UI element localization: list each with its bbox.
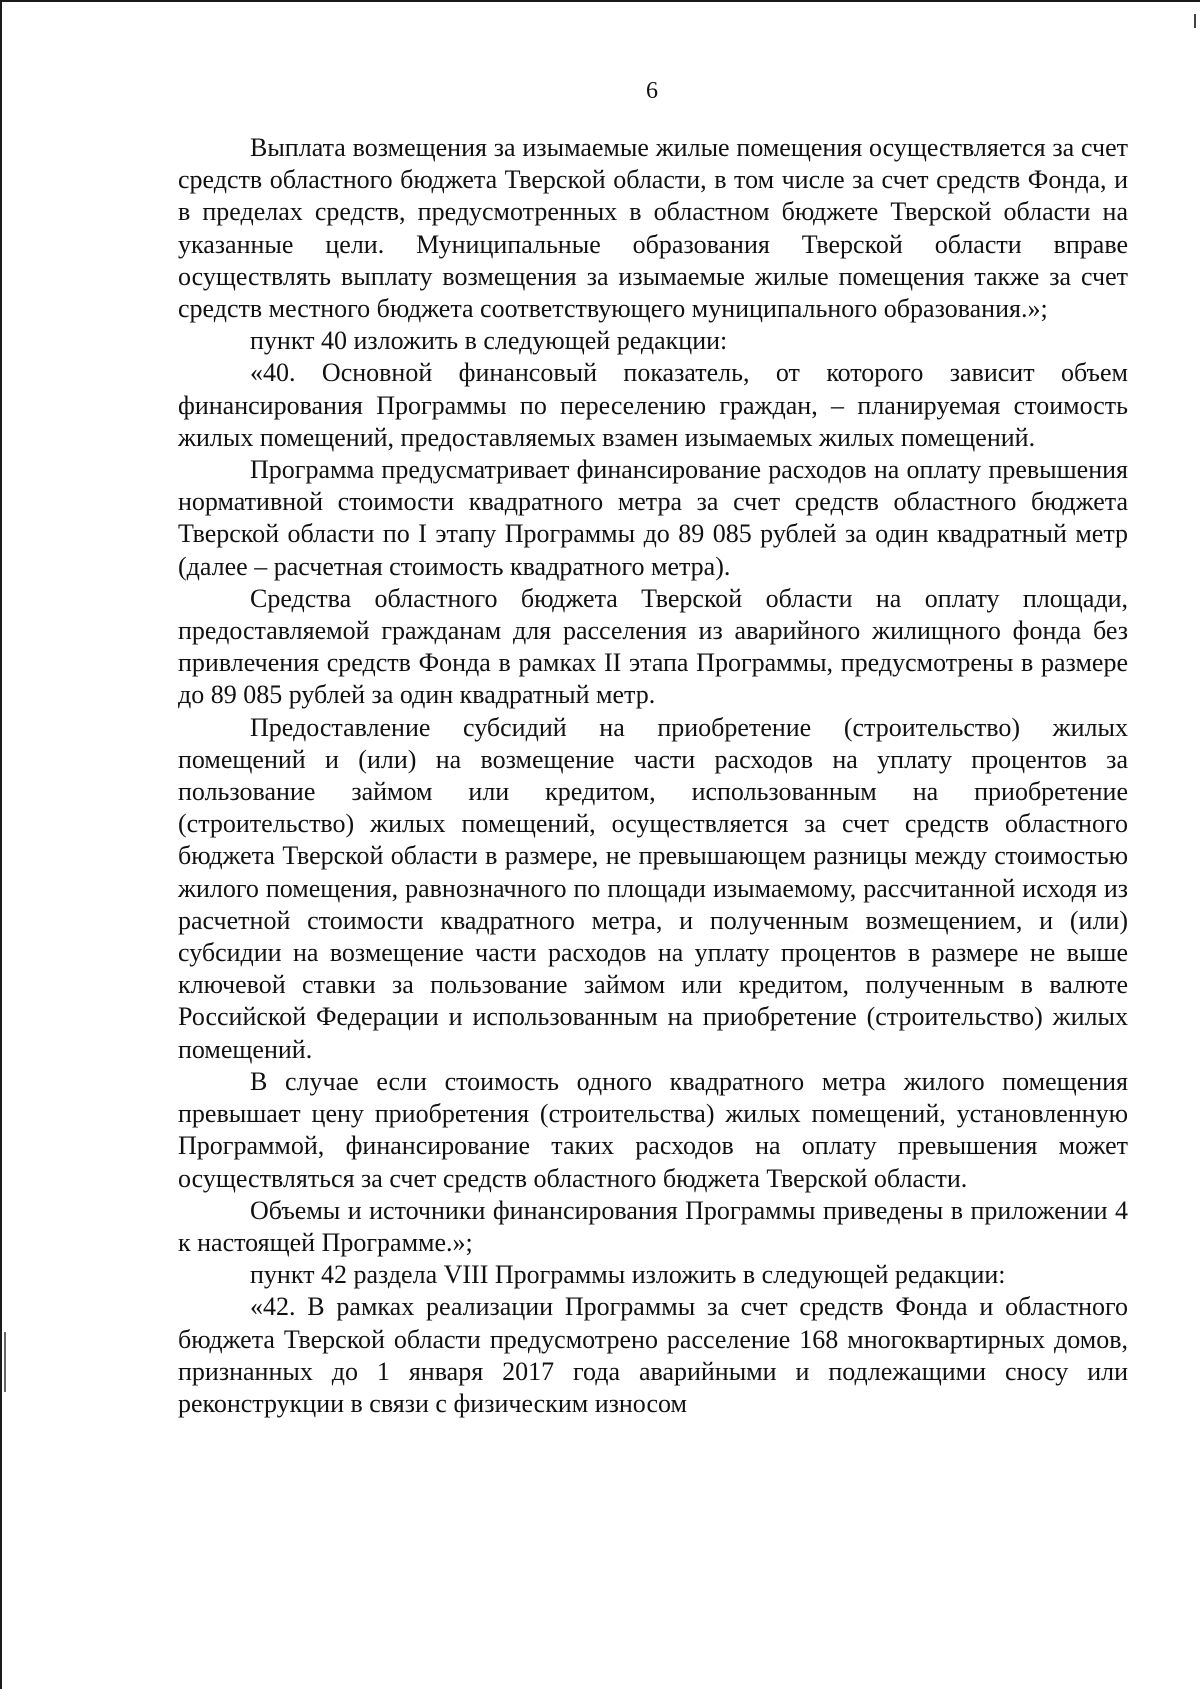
- paragraph: Средства областного бюджета Тверской области на оплату площади, предоставляемой гражданам для расселения из аварийного жилищного фонда без привлечения средств Фонда в рамках II этапа Программы, предусмотрены в размере до 89 085 рублей за один квадратный метр.: [178, 583, 1128, 710]
- paragraph: Предоставление субсидий на приобретение (строительство) жилых помещений и (или) на возмещение части расходов на уплату процентов за пользование займом или кредитом, использованным на приобретение (строительство) жилых помещений, осуществляется за счет средств областного бюджета Тверской области в размере, не превышающем разницы между стоимостью жилого помещения, равнозначного по площади изымаемому, рассчитанной исходя из расчетной стоимости квадратного метра, и полученным возмещением, и (или) субсидии на возмещение части расходов на уплату процентов в размере не выше ключевой ставки за пользование займом или кредитом, полученным в валюте Российской Федерации и использованным на приобретение (строительство) жилых помещений.: [178, 712, 1128, 1064]
- paragraph: пункт 42 раздела VIII Программы изложить в следующей редакции:: [250, 1260, 1006, 1290]
- page-number: 6: [646, 78, 658, 104]
- paragraph: «40. Основной финансовый показатель, от которого зависит объем финансирования Программы по переселению граждан, – планируемая стоимость жилых помещений, предоставляемых взамен изымаемых жилых помещений.: [178, 358, 1128, 452]
- scan-edge-mark: [4, 1332, 6, 1392]
- paragraph: «42. В рамках реализации Программы за счет средств Фонда и областного бюджета Тверской области предусмотрено расселение 168 многоквартирных домов, признанных до 1 января 2017 года аварийными и подлежащими сносу или реконструкции в связи с физическим износом: [178, 1292, 1128, 1418]
- paragraph: Программа предусматривает финансирование расходов на оплату превышения нормативной стоимости квадратного метра за счет средств областного бюджета Тверской области по I этапу Программы до 89 085 рублей за один квадратный метр (далее – расчетная стоимость квадратного метра).: [178, 455, 1128, 581]
- scan-artifact: [1194, 14, 1196, 28]
- paragraph: Выплата возмещения за изымаемые жилые помещения осуществляется за счет средств областного бюджета Тверской области, в том числе за счет средств Фонда, и в пределах средств, предусмотренных в областном бюджете Тверской области на указанные цели. Муниципальные образования Тверской области вправе осуществлять выплату возмещения за изымаемые жилые помещения также за счет средств местного бюджета соответствующего муниципального образования.»;: [178, 133, 1128, 324]
- paragraph: В случае если стоимость одного квадратного метра жилого помещения превышает цену приобретения (строительства) жилых помещений, установленную Программой, финансирование таких расходов на оплату превышения может осуществляться за счет средств областного бюджета Тверской области.: [178, 1066, 1128, 1193]
- document-body: [178, 132, 1128, 1420]
- paragraph: пункт 40 изложить в следующей редакции:: [250, 326, 728, 356]
- paragraph: Объемы и источники финансирования Программы приведены в приложении 4 к настоящей Программе.»;: [178, 1195, 1128, 1257]
